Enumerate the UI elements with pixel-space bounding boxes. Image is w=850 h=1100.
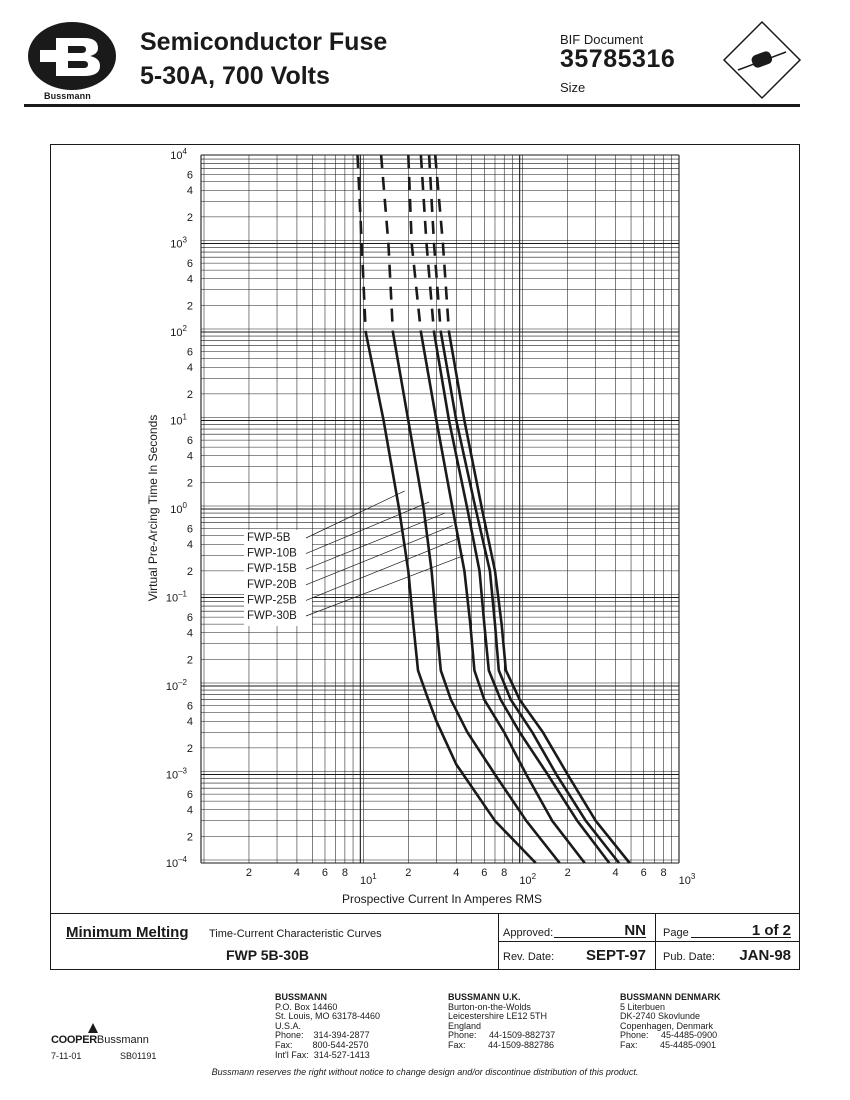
x-tick-label: 4 (453, 867, 460, 879)
y-tick-label: $10^0$ (170, 501, 187, 516)
page-label: Page (663, 927, 689, 939)
y-tick-label: $10^{-4}$ (165, 855, 187, 870)
phone-line: Phone: 314-394-2877 (275, 1030, 370, 1041)
y-tick-label: 4 (186, 804, 193, 817)
address-line: DK-2740 Skovlunde (620, 1011, 701, 1022)
phone-line: Phone: 44-1509-882737 (448, 1030, 556, 1041)
y-tick-label: 4 (186, 185, 193, 198)
x-tick-label: $10^3$ (678, 872, 696, 887)
date-code: 7-11-01 (51, 1051, 82, 1061)
x-tick-label: 4 (293, 867, 300, 879)
y-tick-label: $10^2$ (170, 324, 187, 339)
x-tick-label: 6 (640, 867, 647, 879)
address-uk (448, 993, 555, 1051)
y-tick-label: 2 (186, 300, 193, 313)
address-line: Leicestershire LE12 5TH (448, 1011, 548, 1022)
y-tick-label: 2 (186, 211, 193, 224)
y-tick-label: 6 (186, 169, 193, 182)
y-tick-label: $10^3$ (170, 235, 187, 251)
x-tick-label: $10^2$ (519, 872, 537, 887)
y-tick-label: $10^{-2}$ (165, 678, 187, 693)
approved-value: NN (624, 922, 646, 939)
intl-fax-line: Int'l Fax: 314-527-1413 (275, 1049, 370, 1060)
legend-label: FWP-25B (247, 594, 297, 607)
page-title: Semiconductor Fuse (140, 28, 388, 56)
x-tick-label: 6 (481, 867, 488, 879)
x-tick-label: 8 (660, 867, 667, 879)
rev-date-value: SEPT-97 (585, 947, 646, 964)
fax-line: Fax: 45-4485-0901 (620, 1039, 717, 1050)
legend-leader-line (306, 555, 464, 616)
y-tick-label: 6 (186, 612, 193, 625)
address-denmark (620, 993, 721, 1051)
x-tick-label: 4 (612, 867, 619, 879)
bussmann-word: Bussmann (96, 1034, 149, 1046)
y-tick-label: 2 (186, 565, 193, 578)
y-tick-label: 2 (186, 388, 193, 401)
brand-name: Bussmann (44, 91, 91, 101)
minimum-melting-label: Minimum Melting (66, 924, 189, 941)
y-tick-label: 2 (186, 654, 193, 667)
address-line: 5 Literbuen (620, 1001, 666, 1012)
size-label: Size (560, 80, 586, 95)
y-tick-label: 6 (186, 789, 193, 802)
x-axis-label: Prospective Current In Amperes RMS (341, 892, 543, 906)
cooper-mark-icon (86, 1021, 100, 1035)
y-tick-label: 4 (186, 627, 193, 640)
bif-label: BIF Document (560, 32, 644, 47)
office-name: BUSSMANN (275, 992, 328, 1002)
fax-line: Fax: 800-544-2570 (275, 1039, 369, 1050)
address-line: P.O. Box 14460 (275, 1001, 338, 1012)
legend-leader-line (306, 513, 445, 569)
office-name: BUSSMANN DENMARK (620, 992, 721, 1002)
cooper-bussmann-logo (51, 1034, 149, 1046)
x-tick-label: $10^1$ (359, 872, 377, 887)
address-line: St. Louis, MO 63178-4460 (275, 1011, 381, 1022)
title-block (50, 913, 800, 970)
part-number: FWP 5B-30B (226, 947, 309, 963)
rev-date-label: Rev. Date: (503, 951, 555, 963)
address-line: U.S.A. (275, 1020, 302, 1031)
fax-line: Fax: 44-1509-882786 (448, 1039, 555, 1050)
legend-label: FWP-5B (247, 532, 291, 544)
x-tick-label: 8 (501, 867, 508, 879)
cooper-word: COOPER (51, 1034, 97, 1046)
phone-line: Phone: 45-4485-0900 (620, 1030, 718, 1041)
page-subtitle: 5-30A, 700 Volts (140, 62, 330, 90)
disclaimer: Bussmann reserves the right without notice to change design and/or discontinue distribution of this product. (211, 1067, 639, 1077)
sb-code: SB01191 (120, 1051, 157, 1061)
curve-description: Time-Current Characteristic Curves (209, 928, 382, 940)
address-line: Burton-on-the-Wolds (448, 1001, 531, 1012)
y-tick-label: 6 (186, 258, 193, 271)
x-tick-label: 2 (245, 867, 253, 879)
title-block-row-divider (498, 941, 799, 942)
y-tick-label: $10^{-3}$ (165, 766, 187, 782)
legend-label: FWP-15B (247, 563, 297, 576)
legend-label: FWP-10B (247, 547, 297, 560)
x-tick-label: 8 (341, 867, 348, 879)
legend-leader-line (306, 491, 405, 538)
chart-grid (201, 155, 679, 863)
page-value: 1 of 2 (751, 922, 791, 939)
y-tick-label: 2 (186, 477, 193, 490)
y-tick-label: 6 (186, 700, 193, 713)
y-tick-label: $10^{-1}$ (165, 589, 187, 605)
legend-leader-line (306, 502, 429, 554)
x-tick-label: 2 (564, 867, 571, 879)
x-tick-label: 2 (405, 867, 412, 879)
y-tick-label: 2 (186, 742, 193, 755)
y-tick-label: 4 (186, 362, 193, 375)
y-tick-label: 4 (186, 273, 193, 286)
legend-label: FWP-30B (247, 610, 297, 622)
y-tick-label: 4 (186, 716, 193, 729)
pub-date-label: Pub. Date: (663, 951, 715, 963)
pub-date-value: JAN-98 (739, 947, 791, 964)
office-name: BUSSMANN U.K. (448, 992, 521, 1002)
address-line: England (448, 1020, 482, 1031)
legend-label: FWP-20B (247, 578, 297, 591)
approved-label: Approved: (503, 927, 554, 939)
y-tick-label: 6 (186, 346, 193, 359)
address-line: Copenhagen, Denmark (620, 1020, 714, 1031)
y-tick-label: 6 (186, 523, 193, 536)
y-tick-label: 6 (186, 435, 193, 448)
y-tick-label: 2 (186, 831, 193, 844)
y-tick-label: $10^1$ (170, 412, 187, 428)
y-tick-label: $10^4$ (170, 147, 187, 162)
y-tick-label: 4 (186, 450, 193, 463)
address-us (275, 993, 380, 1060)
y-axis-label: Virtual Pre-Arcing Time In Seconds (146, 414, 160, 602)
x-tick-label: 6 (321, 867, 329, 879)
y-tick-label: 4 (186, 539, 193, 552)
document-number: 35785316 (560, 45, 676, 73)
